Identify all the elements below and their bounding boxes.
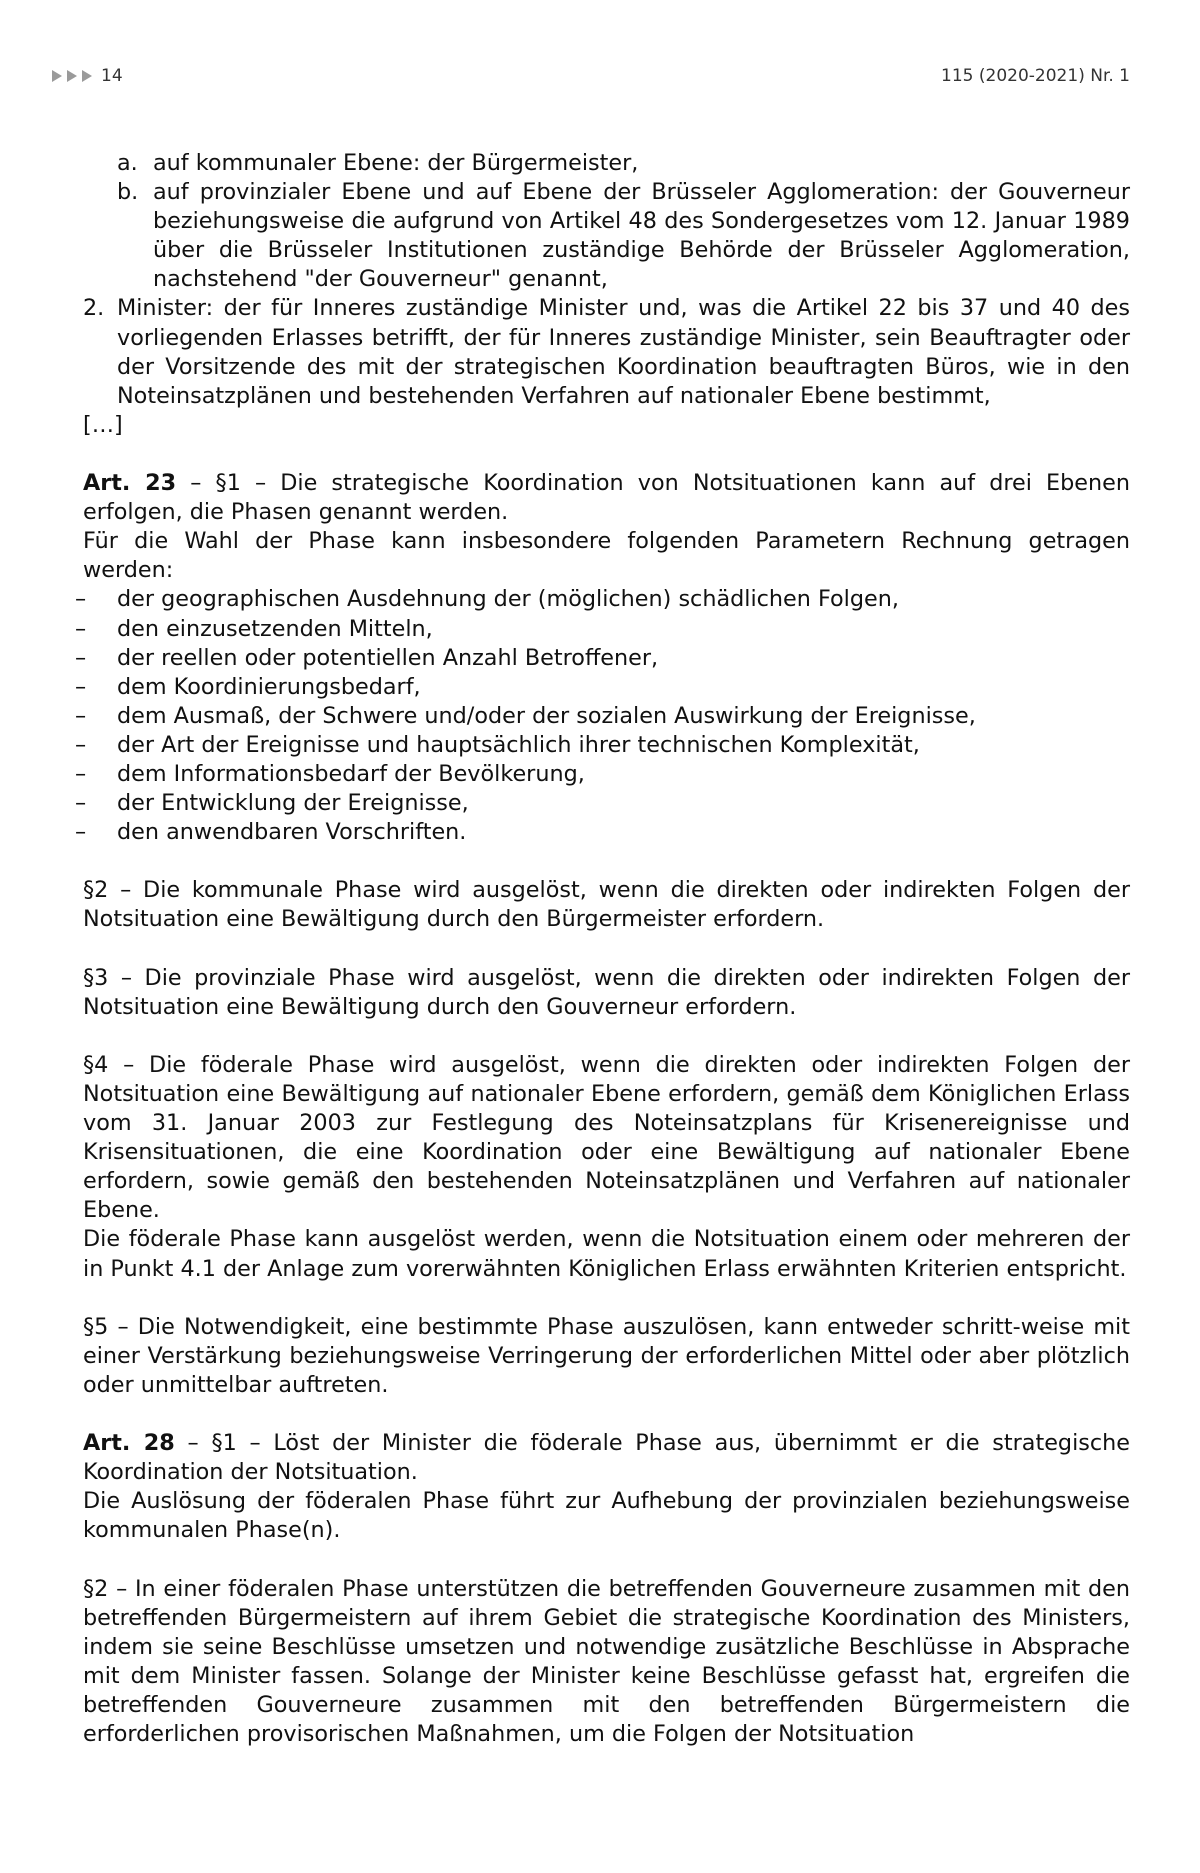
list-item-text: dem Informationsbedarf der Bevölkerung, xyxy=(117,760,585,787)
list-item xyxy=(75,644,1130,673)
art23-para2: §2 – Die kommunale Phase wird ausgelöst, wenn die direkten oder indirekten Folgen der Notsituation eine Bewältigung durch den Bürgermeister erfordern. xyxy=(83,877,1130,933)
art23-para4-continued: Die föderale Phase kann ausgelöst werden, wenn die Notsituation einem oder mehreren der in Punkt 4.1 der Anlage zum vorerwähnten Königlichen Erlass erwähnten Kriterien entspricht. xyxy=(83,1226,1130,1282)
article-label: Art. 23 xyxy=(83,470,177,497)
dash-marker: – xyxy=(75,731,87,758)
dash-marker: – xyxy=(75,673,87,700)
list-item-text: der Art der Ereignisse und hauptsächlich ihrer technischen Komplexität, xyxy=(117,731,920,758)
list-item xyxy=(75,731,1130,760)
list-item-text: den anwendbaren Vorschriften. xyxy=(117,819,467,846)
list-item xyxy=(75,760,1130,789)
art23-para1 xyxy=(83,469,1130,527)
art23-intro: Für die Wahl der Phase kann insbesondere folgenden Parametern Rechnung getragen werden: xyxy=(83,528,1130,584)
list-item xyxy=(75,585,1130,614)
page-number-group xyxy=(52,66,123,86)
document-body xyxy=(75,149,1131,1749)
dash-marker: – xyxy=(75,819,87,846)
document-reference: 115 (2020-2021) Nr. 1 xyxy=(941,66,1130,86)
list-marker: 2. xyxy=(83,295,105,322)
list-marker: a. xyxy=(117,150,138,176)
list-item-text: der geographischen Ausdehnung der (möglichen) schädlichen Folgen, xyxy=(117,586,899,613)
dash-marker: – xyxy=(75,702,87,729)
art28-para2: §2 – In einer föderalen Phase unterstützen die betreffenden Gouverneure zusammen mit den betreffenden Bürgermeistern auf ihrem Gebiet die strategische Koordination des Ministers, indem sie seine Beschlüsse umsetzen und notwendige zusätzliche Beschlüsse in Absprache mit dem Minister fassen. Solange der Minister keine Beschlüsse gefasst hat, ergreifen die betreffenden Gouverneure zusammen mit den betreffenden Bürgermeistern die erforderlichen provisorischen Maßnahmen, um die Folgen der Notsituation xyxy=(83,1575,1130,1748)
dash-marker: – xyxy=(75,615,87,642)
list-item-text: Minister: der für Inneres zuständige Minister und, was die Artikel 22 bis 37 und 40 des vorliegenden Erlasses betrifft, der für Inneres zuständige Minister, sein Beauftragter oder der Vorsitzende des mit der strategischen Koordination beauftragten Büros, wie in den Noteinsatzplänen und bestehenden Verfahren auf nationaler Ebene bestimmt, xyxy=(117,295,1130,409)
triangle-marker-icon xyxy=(82,70,92,82)
list-item-2 xyxy=(83,294,1130,410)
ellipsis: […] xyxy=(83,411,123,438)
list-item-b xyxy=(83,178,1130,294)
dash-marker: – xyxy=(75,760,87,787)
paragraph-text: – §1 – Löst der Minister die föderale Phase aus, übernimmt er die strategische Koordination der Notsituation. xyxy=(83,1430,1131,1486)
art23-para4: §4 – Die föderale Phase wird ausgelöst, wenn die direkten oder indirekten Folgen der Notsituation eine Bewältigung auf nationaler Ebene erfordern, gemäß dem Königlichen Erlass vom 31. Januar 2003 zur Festlegung des Noteinsatzplans für Krisenereignisse und Krisensituationen, die eine Koordination oder eine Bewältigung auf nationaler Ebene erfordern, sowie gemäß den bestehenden Noteinsatzplänen und Verfahren auf nationaler Ebene. xyxy=(83,1051,1130,1224)
art28-para1-continued: Die Auslösung der föderalen Phase führt zur Aufhebung der provinzialen beziehungsweise kommunalen Phase(n). xyxy=(83,1488,1130,1544)
list-marker: b. xyxy=(117,179,139,206)
list-item xyxy=(75,789,1130,818)
list-item-text: dem Koordinierungsbedarf, xyxy=(117,673,421,700)
page-number: 14 xyxy=(101,66,123,86)
list-item-text: der Entwicklung der Ereignisse, xyxy=(117,790,469,817)
article-label: Art. 28 xyxy=(83,1430,175,1457)
list-item xyxy=(75,818,1130,847)
art28-para1 xyxy=(83,1429,1130,1487)
list-item-a xyxy=(83,149,1130,178)
list-item-text: den einzusetzenden Mitteln, xyxy=(117,615,433,642)
list-item xyxy=(75,702,1130,731)
triangle-marker-icon xyxy=(67,70,77,82)
list-item xyxy=(75,673,1130,702)
art23-para3: §3 – Die provinziale Phase wird ausgelöst, wenn die direkten oder indirekten Folgen der Notsituation eine Bewältigung durch den Gouverneur erfordern. xyxy=(83,964,1130,1020)
page-header xyxy=(0,66,1200,88)
art23-para5: §5 – Die Notwendigkeit, eine bestimmte Phase auszulösen, kann entweder schritt-weise mit einer Verstärkung beziehungsweise Verringerung der erforderlichen Mittel oder aber plötzlich oder unmittelbar auftreten. xyxy=(83,1313,1130,1398)
list-item-text: dem Ausmaß, der Schwere und/oder der sozialen Auswirkung der Ereignisse, xyxy=(117,702,976,729)
list-item-text: auf kommunaler Ebene: der Bürgermeister, xyxy=(153,150,639,176)
list-item xyxy=(75,615,1130,644)
list-item-text: auf provinzialer Ebene und auf Ebene der Brüsseler Agglomeration: der Gouverneur beziehungsweise die aufgrund von Artikel 48 des Sondergesetzes vom 12. Januar 1989 über die Brüsseler Institutionen zuständige Behörde der Brüsseler Agglomeration, nachstehend "der Gouverneur" genannt, xyxy=(153,179,1130,293)
paragraph-text: – §1 – Die strategische Koordination von Notsituationen kann auf drei Ebenen erfolgen, die Phasen genannt werden. xyxy=(83,470,1130,526)
dash-marker: – xyxy=(75,790,87,817)
list-item-text: der reellen oder potentiellen Anzahl Betroffener, xyxy=(117,644,659,671)
dash-marker: – xyxy=(75,644,87,671)
triangle-marker-icon xyxy=(52,70,62,82)
dash-marker: – xyxy=(75,586,87,613)
